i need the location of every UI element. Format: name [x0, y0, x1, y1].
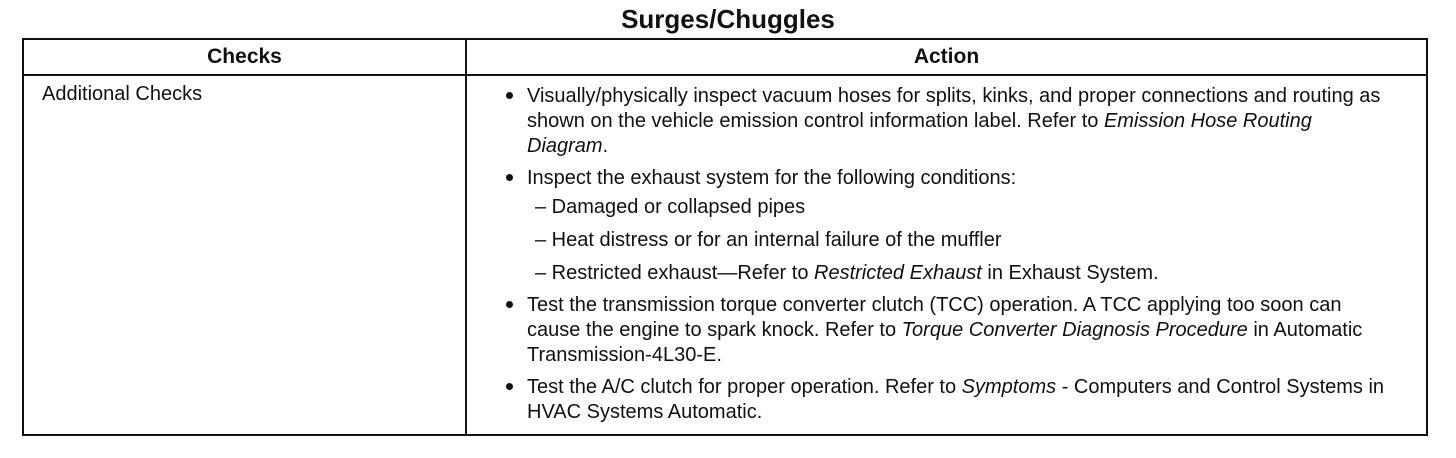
checks-action-table — [24, 40, 1426, 434]
condition-item — [535, 195, 1396, 220]
bullet-icon — [506, 174, 513, 181]
reference-link: Torque Converter Diagnosis Procedure — [901, 319, 1248, 341]
action-text: Test the A/C clutch for proper operation. Refer to — [527, 376, 962, 398]
diagnostic-table — [22, 38, 1428, 436]
reference-link: Symptoms — [961, 376, 1057, 398]
action-text: Inspect the exhaust system for the following conditions: — [527, 167, 1017, 189]
bullet-icon — [506, 301, 513, 308]
action-list — [503, 84, 1396, 425]
reference-link: Emission Hose Routing Diagram — [527, 110, 1312, 157]
checks-cell: Additional Checks — [24, 75, 466, 434]
action-item — [503, 375, 1396, 425]
condition-text: in Exhaust System. — [981, 262, 1159, 284]
condition-text: – Heat distress or for an internal failure of the muffler — [535, 229, 1002, 251]
action-text: Visually/physically inspect vacuum hoses for splits, kinks, and proper connections and routing as shown on the vehicle emission control information label. Refer to — [527, 85, 1381, 132]
action-text: . — [602, 135, 609, 157]
page-title: Surges/Chuggles — [621, 4, 835, 34]
checks-column-header: Checks — [24, 40, 466, 75]
action-column-header: Action — [466, 40, 1426, 75]
bullet-icon — [506, 383, 513, 390]
condition-text: – Damaged or collapsed pipes — [535, 196, 806, 218]
condition-item — [535, 228, 1396, 253]
action-item — [503, 166, 1396, 286]
action-cell — [466, 75, 1426, 434]
action-text: Test the transmission torque converter clutch (TCC) operation. A TCC applying too soon can cause the engine to spark knock. Refer to — [527, 294, 1342, 341]
condition-list — [535, 195, 1396, 286]
action-text: in Automatic Transmission-4L30-E. — [527, 319, 1363, 366]
condition-text: – Restricted exhaust—Refer to — [535, 262, 815, 284]
action-item — [503, 293, 1396, 368]
action-item — [503, 84, 1396, 159]
reference-link: Restricted Exhaust — [814, 262, 982, 284]
header-row — [24, 40, 1426, 75]
condition-item — [535, 261, 1396, 286]
table-row — [24, 75, 1426, 434]
bullet-icon — [506, 92, 513, 99]
action-text: - Computers and Control Systems in HVAC Systems Automatic. — [527, 376, 1385, 423]
